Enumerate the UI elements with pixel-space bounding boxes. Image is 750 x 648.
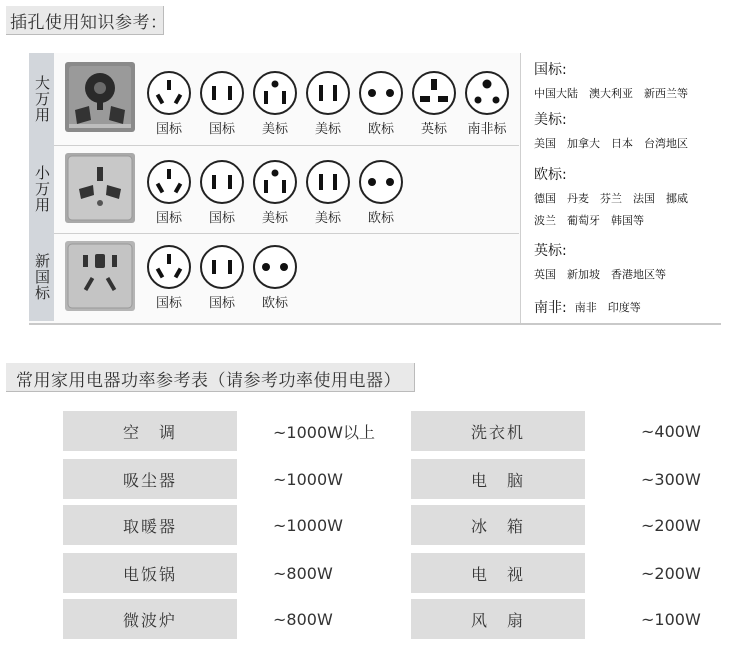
- appliance-power: ~800W: [273, 563, 333, 583]
- appliance-name: 风 扇: [411, 599, 585, 639]
- appliance-power: ~800W: [273, 609, 333, 629]
- appliance-name: 取暖器: [63, 505, 237, 545]
- appliance-name: 洗衣机: [411, 411, 585, 451]
- socket-us-3pin: 美标: [250, 70, 300, 137]
- socket-us-2pin: 美标: [303, 70, 353, 137]
- appliance-power: ~400W: [641, 421, 701, 441]
- appliance-name: 微波炉: [63, 599, 237, 639]
- socket-row-large-universal: [29, 53, 519, 146]
- section-title-sockets: 插孔使用知识参考：: [10, 13, 168, 33]
- appliance-name: 电 视: [411, 553, 585, 593]
- region-group-gb: 国标: 中国大陆 澳大利亚 新西兰等: [534, 62, 688, 100]
- universal-socket-photo: [65, 153, 135, 223]
- socket-eu: 欧标: [356, 70, 406, 137]
- socket-uk: 英标: [409, 70, 459, 137]
- section-title-appliances: 常用家用电器功率参考表（请参考功率使用电器）: [16, 371, 401, 391]
- socket-row-new-gb: [29, 233, 519, 321]
- appliance-power: ~100W: [641, 609, 701, 629]
- socket-us-3pin: 美标: [250, 159, 300, 226]
- socket-eu: 欧标: [250, 244, 300, 311]
- socket-gb-2pin: 国标: [197, 159, 247, 226]
- socket-gb-3pin: 国标: [144, 159, 194, 226]
- socket-panel: [29, 53, 721, 325]
- socket-gb-3pin: 国标: [144, 244, 194, 311]
- socket-gb-3pin: 国标: [144, 70, 194, 137]
- universal-socket-photo: [65, 62, 135, 132]
- socket-sa: 南非标: [462, 70, 512, 137]
- region-group-uk: 英标: 英国 新加坡 香港地区等: [534, 243, 666, 281]
- row-label: 大万用: [29, 53, 54, 145]
- appliance-name: 空 调: [63, 411, 237, 451]
- region-group-eu: 欧标: 德国 丹麦 芬兰 法国 挪威 波兰 葡萄牙 韩国等: [534, 167, 688, 227]
- row-label: 新国标: [29, 233, 54, 321]
- appliance-name: 冰 箱: [411, 505, 585, 545]
- row-label: 小万用: [29, 145, 54, 233]
- region-group-sa: 南非: 南非 印度等: [534, 300, 641, 316]
- appliance-name: 电饭锅: [63, 553, 237, 593]
- socket-us-2pin: 美标: [303, 159, 353, 226]
- socket-row-small-universal: [29, 145, 519, 234]
- appliance-power: ~1000W以上: [273, 422, 375, 442]
- appliance-power: ~300W: [641, 469, 701, 489]
- socket-gb-2pin: 国标: [197, 70, 247, 137]
- socket-eu: 欧标: [356, 159, 406, 226]
- region-group-us: 美标: 美国 加拿大 日本 台湾地区: [534, 112, 688, 150]
- region-legend: [520, 53, 722, 323]
- appliance-power: ~200W: [641, 515, 701, 535]
- appliance-power: ~200W: [641, 563, 701, 583]
- new-gb-socket-photo: [65, 241, 135, 311]
- socket-gb-2pin: 国标: [197, 244, 247, 311]
- appliance-name: 电 脑: [411, 459, 585, 499]
- appliance-power: ~1000W: [273, 469, 343, 489]
- appliance-name: 吸尘器: [63, 459, 237, 499]
- appliance-power: ~1000W: [273, 515, 343, 535]
